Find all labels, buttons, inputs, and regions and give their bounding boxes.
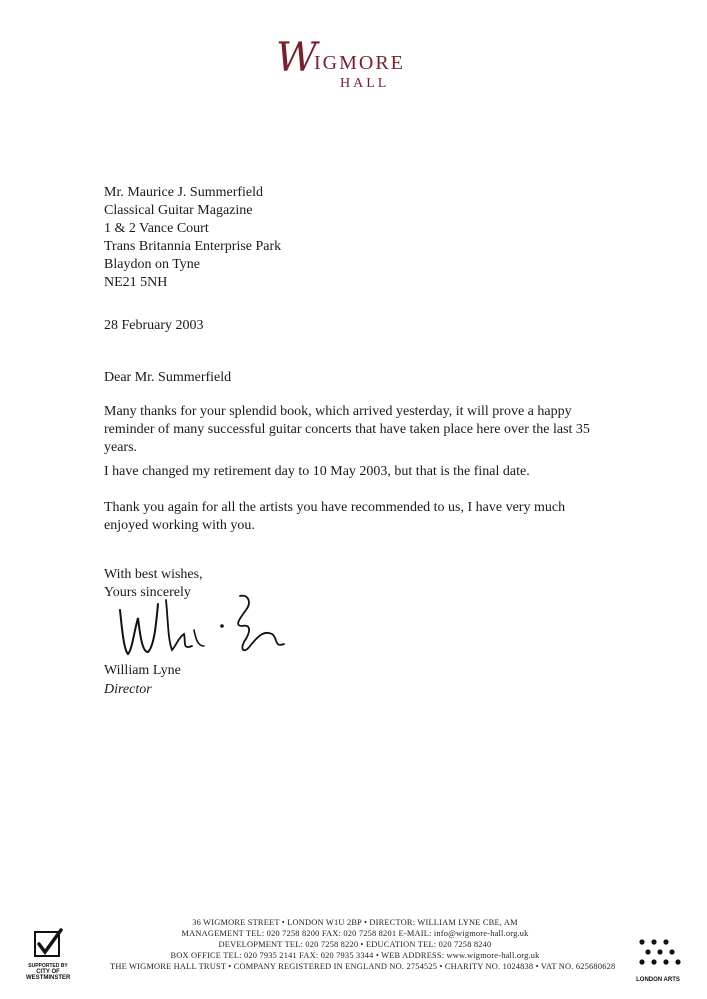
letter-date: 28 February 2003 [104, 318, 204, 333]
footer-line: DEVELOPMENT TEL: 020 7258 8220 • EDUCATION TEL: 020 7258 8240 [218, 940, 492, 949]
address-line: Trans Britannia Enterprise Park [104, 239, 282, 254]
address-line: 1 & 2 Vance Court [104, 221, 209, 236]
handwritten-signature [112, 590, 312, 662]
logo-text: WESTMINSTER [26, 975, 71, 981]
logo-text: LONDON ARTS [636, 977, 680, 983]
london-arts-logo [630, 938, 686, 994]
footer-line: THE WIGMORE HALL TRUST • COMPANY REGISTERED IN ENGLAND NO. 2754525 • CHARITY NO. 1024838 • VAT NO. 625680628 [110, 962, 616, 971]
closing-line: Yours sincerely [104, 585, 191, 600]
logo-initial: W [276, 35, 318, 81]
signatory-name: William Lyne [104, 663, 181, 678]
footer-line: MANAGEMENT TEL: 020 7258 8200 FAX: 020 7258 8201 E-MAIL: info@wigmore-hall.org.uk [181, 929, 529, 938]
checkmark-icon [33, 928, 63, 958]
recipient-address [104, 184, 281, 292]
body-paragraph: I have changed my retirement day to 10 May 2003, but that is the final date. [104, 464, 530, 479]
signatory-title: Director [104, 682, 152, 697]
dots-icon [633, 938, 683, 966]
address-line: Mr. Maurice J. Summerfield [104, 185, 264, 200]
wigmore-hall-logo [270, 35, 470, 98]
logo-subtitle: HALL [340, 76, 390, 91]
closing-line: With best wishes, [104, 567, 203, 582]
footer-line: 36 WIGMORE STREET • LONDON W1U 2BP • DIRECTOR: WILLIAM LYNE CBE, AM [192, 918, 518, 927]
address-line: NE21 5NH [104, 275, 168, 290]
body-paragraph: Thank you again for all the artists you have recommended to us, I have very much enjoyed working with you. [104, 500, 566, 533]
footer-line: BOX OFFICE TEL: 020 7935 2141 FAX: 020 7935 3344 • WEB ADDRESS: www.wigmore-hall.org.uk [170, 951, 540, 960]
westminster-logo [26, 928, 70, 990]
footer-contact-info [110, 917, 616, 972]
logo-text: CITY OF [36, 969, 60, 975]
address-line: Blaydon on Tyne [104, 257, 200, 272]
logo-name: IGMORE [314, 52, 405, 74]
address-line: Classical Guitar Magazine [104, 203, 253, 218]
salutation: Dear Mr. Summerfield [104, 370, 232, 385]
body-paragraph: Many thanks for your splendid book, which arrived yesterday, it will prove a happy reminder of many successful guitar concerts that have taken place here over the last 35 years. [104, 404, 590, 455]
logo-text: SUPPORTED BY [28, 963, 68, 969]
